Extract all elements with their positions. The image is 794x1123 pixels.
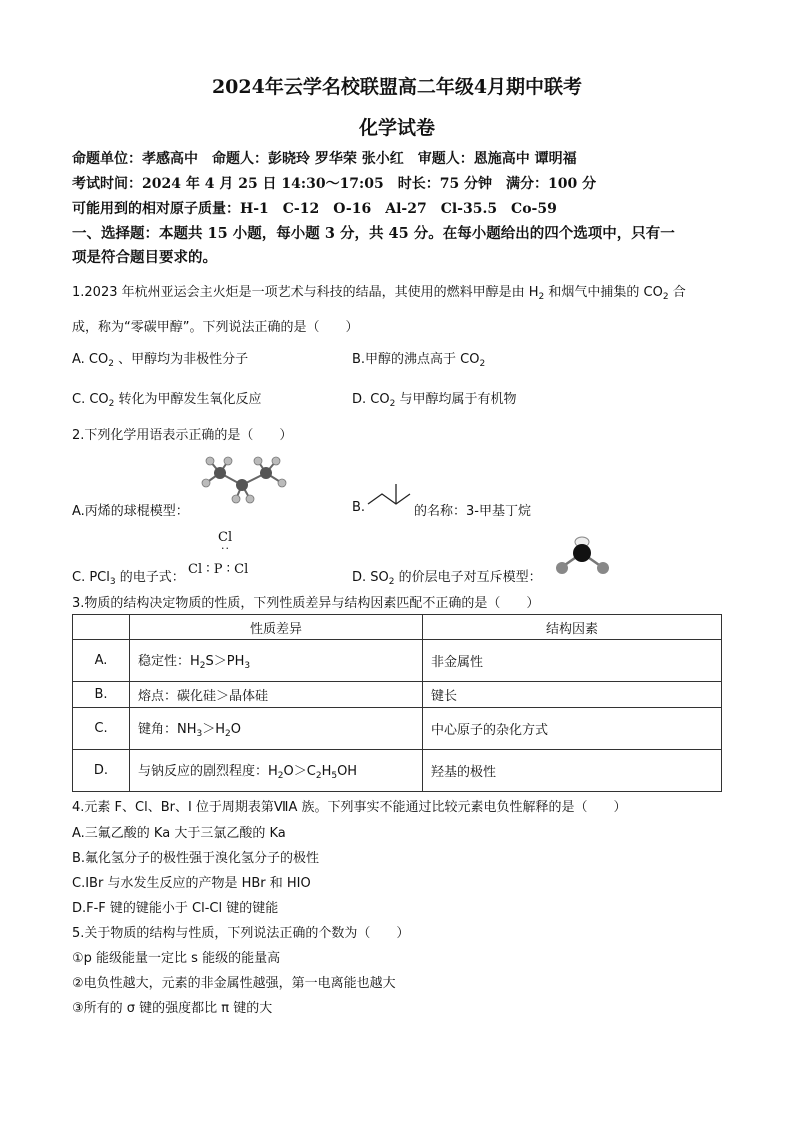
q1-d-text: D. CO [352, 392, 390, 407]
so2-vsepr-model [552, 533, 614, 579]
seg: 稳定性：H [138, 654, 200, 669]
q1-text-c: 合 [668, 285, 686, 300]
q1-option-c[interactable] [72, 388, 262, 409]
q4-stem: 4.元素 F、Cl、Br、I 位于周期表第ⅦA 族。下列事实不能通过比较元素电负性解释的是（ ） [72, 800, 627, 815]
q3-header-factor: 结构因素 [423, 615, 722, 640]
q1-text-b: 和烟气中捕集的 CO [544, 285, 663, 300]
seg: 与钠反应的剧烈程度：H [138, 764, 278, 779]
row-property [130, 640, 423, 682]
q5-statement-1: ①p 能级能量一定比 s 能级的能量高 [72, 951, 281, 966]
sub: 2 [225, 729, 231, 739]
q2-stem: 2.下列化学用语表示正确的是（ ） [72, 428, 293, 443]
q5-statement-2: ②电负性越大，元素的非金属性越强，第一电离能也越大 [72, 976, 396, 991]
q1-option-b[interactable] [352, 348, 485, 369]
q1-option-d[interactable] [352, 388, 516, 409]
seg: O [230, 722, 241, 737]
row-factor: 非金属性 [423, 640, 722, 682]
seg: 键角：NH [138, 722, 197, 737]
q3-table-header [73, 615, 722, 640]
q4-option-d[interactable]: D.F-F 键的键能小于 Cl-Cl 键的键能 [72, 901, 279, 916]
q1-option-a[interactable] [72, 348, 248, 369]
table-row[interactable] [73, 708, 722, 750]
q2-option-b-text: 的名称：3-甲基丁烷 [414, 504, 531, 519]
q3-header-empty [73, 615, 130, 640]
atomic-masses-line: 可能用到的相对原子质量：H-1 C-12 O-16 Al-27 Cl-35.5 Co-59 [72, 201, 557, 217]
row-factor: 中心原子的杂化方式 [423, 708, 722, 750]
q1-c-text2: 转化为甲醇发生氧化反应 [114, 392, 262, 407]
q5-statement-3: ③所有的 σ 键的强度都比 π 键的大 [72, 1001, 273, 1016]
sub: 3 [196, 729, 203, 739]
q1-c-sub: 2 [108, 399, 115, 409]
q1-a-sub: 2 [108, 359, 114, 369]
sub: 2 [315, 771, 322, 781]
q1-sub-co2: 2 [662, 292, 669, 302]
q2-option-b-label[interactable]: B. [352, 500, 366, 515]
lewis-structure: Cl ∶ P ∶ Cl [188, 562, 249, 577]
q1-c-text: C. CO [72, 392, 109, 407]
q1-sub-h2: 2 [538, 292, 545, 302]
row-label: C. [73, 708, 130, 750]
q2-d-text: D. SO [352, 570, 389, 585]
seg: S＞PH [205, 654, 245, 669]
q2-d-text2: 的价层电子对互斥模型： [394, 570, 542, 585]
row-label: D. [73, 750, 130, 792]
row-label: B. [73, 682, 130, 708]
q4-option-c[interactable]: C.IBr 与水发生反应的产物是 HBr 和 HIO [72, 876, 311, 891]
skeletal-formula [366, 480, 414, 510]
q1-a-text2: 、甲醇均为非极性分子 [113, 352, 249, 367]
row-property [130, 750, 423, 792]
lewis-dots: ·· [221, 542, 230, 555]
row-factor: 羟基的极性 [423, 750, 722, 792]
sub: 2 [199, 661, 206, 671]
q1-stem-line1 [72, 281, 686, 302]
q1-d-text2: 与甲醇均属于有机物 [395, 392, 517, 407]
q2-option-c[interactable] [72, 566, 185, 587]
sub: 2 [277, 771, 284, 781]
q2-option-d[interactable] [352, 566, 542, 587]
seg: ＞H [202, 722, 226, 737]
exam-title: 2024年云学名校联盟高二年级4月期中联考 [211, 76, 583, 98]
row-factor: 键长 [423, 682, 722, 708]
q2-option-a[interactable]: A.丙烯的球棍模型： [72, 504, 189, 519]
q2-c-sub: 3 [109, 577, 116, 587]
section-heading-line2: 项是符合题目要求的。 [72, 249, 217, 266]
q3-table [72, 614, 722, 792]
q1-text-a: 1.2023 年杭州亚运会主火炬是一项艺术与科技的结晶，其使用的燃料甲醇是由 H [72, 285, 539, 300]
sub: 5 [331, 771, 338, 781]
q5-stem: 5.关于物质的结构与性质，下列说法正确的个数为（ ） [72, 926, 410, 941]
seg: OH [337, 764, 358, 779]
table-row[interactable] [73, 682, 722, 708]
q1-a-text: A. CO [72, 352, 109, 367]
authors-line: 命题单位：孝感高中 命题人：彭晓玲 罗华荣 张小红 审题人：恩施高中 谭明福 [72, 151, 577, 167]
seg: O＞C [283, 764, 316, 779]
q3-stem: 3.物质的结构决定物质的性质，下列性质差异与结构因素匹配不正确的是（ ） [72, 596, 540, 611]
row-property: 熔点：碳化硅＞晶体硅 [130, 682, 423, 708]
q2-d-sub: 2 [388, 577, 395, 587]
q1-b-text: B.甲醇的沸点高于 CO [352, 352, 480, 367]
propene-ball-stick-model [196, 455, 296, 505]
exam-subtitle: 化学试卷 [358, 117, 435, 139]
q2-c-text: C. PCl [72, 570, 110, 585]
q3-header-property: 性质差异 [130, 615, 423, 640]
table-row[interactable] [73, 750, 722, 792]
exam-time-line: 考试时间：2024 年 4 月 25 日 14:30～17:05 时长：75 分钟 满分：100 分 [72, 176, 597, 192]
q4-option-b[interactable]: B.氟化氢分子的极性强于溴化氢分子的极性 [72, 851, 320, 866]
q2-c-text2: 的电子式： [115, 570, 185, 585]
q1-stem-line2: 成，称为“零碳甲醇”。下列说法正确的是（ ） [72, 320, 359, 335]
seg: H [321, 764, 332, 779]
row-property [130, 708, 423, 750]
q1-d-sub: 2 [389, 399, 396, 409]
row-label: A. [73, 640, 130, 682]
q1-b-sub: 2 [479, 359, 486, 369]
lewis-top-cl: Cl [218, 530, 233, 545]
section-heading-line1: 一、选择题：本题共 15 小题，每小题 3 分，共 45 分。在每小题给出的四个选项中，只有一 [72, 225, 675, 242]
q4-option-a[interactable]: A.三氟乙酸的 Ka 大于三氯乙酸的 Ka [72, 826, 286, 841]
sub: 3 [244, 661, 251, 671]
table-row[interactable] [73, 640, 722, 682]
